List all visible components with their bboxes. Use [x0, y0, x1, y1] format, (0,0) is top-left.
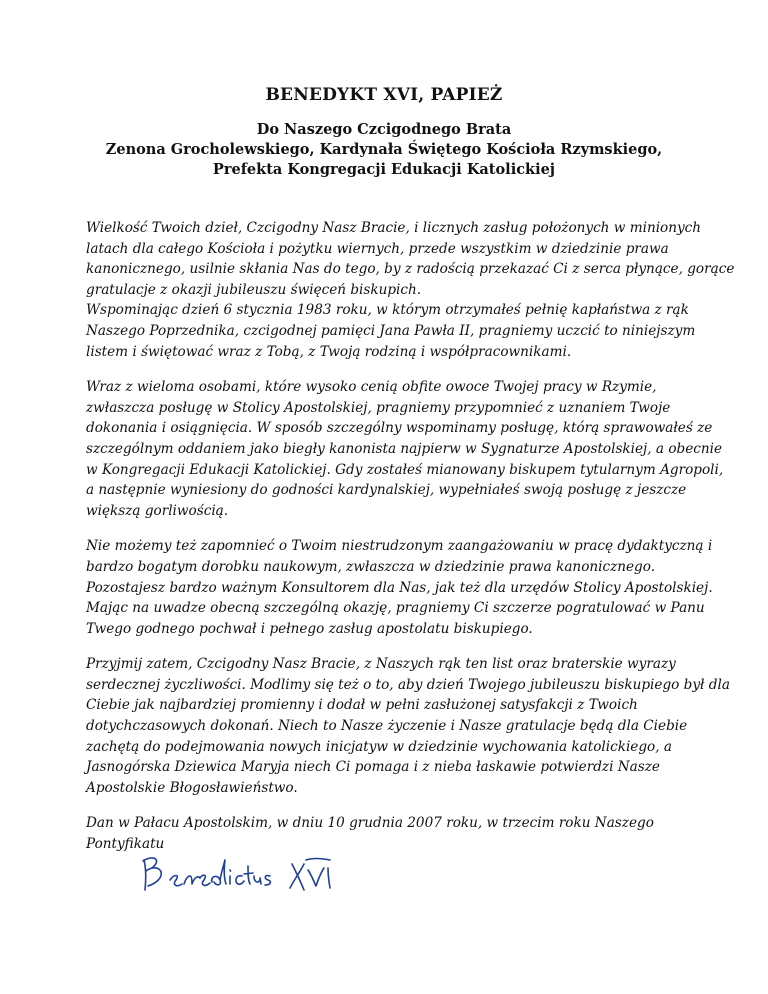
- text-line: szczególnym oddaniem jako biegły kanonista najpierw w Sygnaturze Apostolskiej, a obecnie: [86, 440, 723, 457]
- text-line: Naszego Poprzednika, czcigodnej pamięci Jana Pawła II, pragniemy uczcić to niniejszym: [86, 322, 696, 339]
- signature-image: [140, 846, 340, 906]
- paragraph-3: [86, 536, 713, 639]
- addressee-line: Prefekta Kongregacji Edukacji Katolickiej: [212, 161, 556, 178]
- text-line: dotychczasowych dokonań. Niech to Nasze życzenie i Nasze gratulacje będą dla Ciebie: [86, 718, 688, 735]
- text-line: Mając na uwadze obecną szczególną okazję, pragniemy Ci szczerze pogratulować w Panu: [86, 600, 705, 617]
- text-line: zwłaszcza posługę w Stolicy Apostolskiej, pragniemy przypomnieć z uznaniem Twoje: [86, 399, 671, 416]
- text-line: latach dla całego Kościoła i pożytku wiernych, przede wszystkim w dziedzinie prawa: [86, 240, 669, 257]
- text-line: Wraz z wieloma osobami, które wysoko cenią obfite owoce Twojej pracy w Rzymie,: [86, 379, 657, 396]
- text-line: w Kongregacji Edukacji Katolickiej. Gdy zostałeś mianowany biskupem tytularnym Agropoli,: [86, 461, 724, 478]
- text-line: gratulacje z okazji jubileuszu święceń biskupich.: [86, 281, 422, 298]
- text-line: Dan w Pałacu Apostolskim, w dniu 10 grudnia 2007 roku, w trzecim roku Naszego: [86, 815, 654, 832]
- text-line: Apostolskie Błogosławieństwo.: [86, 779, 298, 796]
- paragraph-2: [86, 377, 724, 521]
- text-line: listem i świętować wraz z Tobą, z Twoją rodziną i współpracownikami.: [86, 343, 572, 360]
- text-line: większą gorliwością.: [86, 502, 229, 519]
- addressee-line: Do Naszego Czcigodnego Brata: [256, 121, 512, 138]
- text-line: a następnie wyniesiony do godności kardynalskiej, wypełniałeś swoją posługę z jeszcze: [86, 482, 687, 499]
- text-line: Jasnogórska Dziewica Maryja niech Ci pomaga i z nieba łaskawie potwierdzi Nasze: [86, 759, 660, 776]
- text-line: bardzo bogatym dorobku naukowym, zwłaszcza w dziedzinie prawa kanonicznego.: [86, 558, 656, 575]
- paragraph-1: [86, 218, 735, 362]
- text-line: Wielkość Twoich dzieł, Czcigodny Nasz Bracie, i licznych zasług położonych w minionych: [86, 220, 702, 236]
- text-line: kanonicznego, usilnie skłania Nas do tego, by z radością przekazać Ci z serca płynące, gorące: [86, 261, 735, 278]
- text-line: Przyjmij zatem, Czcigodny Nasz Bracie, z Naszych rąk ten list oraz braterskie wyrazy: [86, 656, 676, 673]
- text-line: Pontyfikatu: [86, 836, 165, 853]
- paragraph-4: [86, 654, 730, 798]
- text-line: Ciebie jak najbardziej promienny i dodał w pełni zasłużonej satysfakcji z Twoich: [86, 697, 638, 714]
- text-line: serdecznej życzliwości. Modlimy się też o to, aby dzień Twojego jubileuszu biskupiego był dla: [86, 676, 730, 693]
- document-title: BENEDYKT XVI, PAPIEŻ: [265, 85, 503, 105]
- addressee-block: [0, 120, 768, 180]
- text-line: Twego godnego pochwał i pełnego zasług apostolatu biskupiego.: [86, 620, 533, 637]
- text-line: zachętą do podejmowania nowych inicjatyw w dziedzinie wychowania katolickiego, a: [86, 738, 672, 755]
- text-line: Wspominając dzień 6 stycznia 1983 roku, w którym otrzymałeś pełnię kapłaństwa z rąk: [86, 302, 689, 319]
- letter-body: [86, 218, 735, 870]
- text-line: Nie możemy też zapomnieć o Twoim niestrudzonym zaangażowaniu w pracę dydaktyczną i: [86, 538, 713, 555]
- text-line: dokonania i osiągnięcia. W sposób szczególny wspominamy posługę, którą sprawowałeś ze: [86, 420, 713, 437]
- addressee-line: Zenona Grocholewskiego, Kardynała Świętego Kościoła Rzymskiego,: [105, 141, 663, 158]
- text-line: Pozostajesz bardzo ważnym Konsultorem dla Nas, jak też dla urzędów Stolicy Apostolskiej.: [86, 579, 713, 596]
